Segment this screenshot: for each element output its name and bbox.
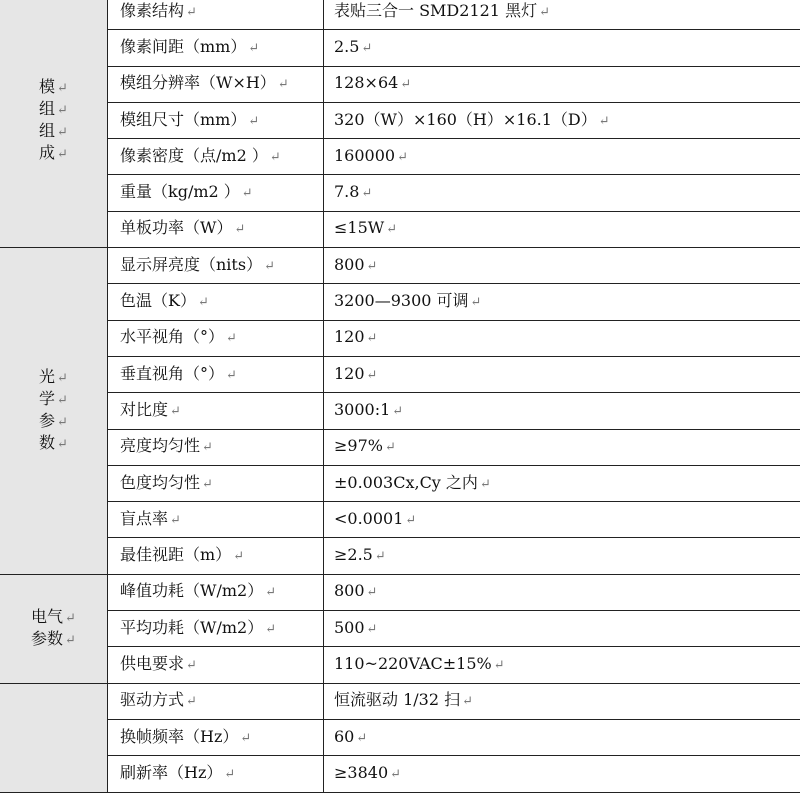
spec-label-cell bbox=[108, 211, 324, 247]
spec-value: 120 bbox=[334, 327, 365, 347]
spec-value-cell bbox=[324, 719, 800, 755]
spec-label: 色度均匀性 bbox=[120, 472, 201, 492]
group-label-text: 光 bbox=[39, 366, 56, 386]
table-row bbox=[0, 30, 800, 66]
table-row bbox=[0, 211, 800, 247]
paragraph-mark-icon: ↵ bbox=[386, 222, 398, 238]
paragraph-mark-icon: ↵ bbox=[186, 657, 197, 673]
spec-value: 恒流驱动 1/32 扫 bbox=[334, 690, 461, 710]
table-row bbox=[0, 175, 800, 211]
spec-label-cell bbox=[108, 719, 324, 755]
spec-label-cell bbox=[108, 393, 324, 429]
group-label-cell bbox=[0, 248, 108, 575]
spec-label: 供电要求 bbox=[120, 653, 185, 673]
group-label-line bbox=[0, 629, 107, 651]
spec-label: 像素结构 bbox=[120, 0, 185, 20]
group-label-cell bbox=[0, 0, 108, 248]
paragraph-mark-icon: ↵ bbox=[539, 4, 550, 20]
paragraph-mark-icon: ↵ bbox=[598, 113, 610, 129]
spec-value: <0.0001 bbox=[334, 508, 404, 528]
table-row bbox=[0, 0, 800, 30]
spec-value: ≥3840 bbox=[334, 762, 389, 782]
spec-label-cell bbox=[108, 756, 324, 792]
paragraph-mark-icon: ↵ bbox=[361, 40, 373, 56]
paragraph-mark-icon: ↵ bbox=[397, 149, 408, 165]
group-label-text: 成 bbox=[39, 142, 56, 162]
spec-value-cell bbox=[324, 211, 800, 247]
spec-value: 800 bbox=[334, 254, 365, 274]
table-row bbox=[0, 683, 800, 719]
spec-value-cell bbox=[324, 0, 800, 30]
spec-value: 128×64 bbox=[334, 73, 399, 93]
paragraph-mark-icon: ↵ bbox=[265, 621, 277, 637]
paragraph-mark-icon: ↵ bbox=[366, 621, 378, 637]
spec-label-cell bbox=[108, 647, 324, 683]
paragraph-mark-icon: ↵ bbox=[470, 295, 482, 311]
group-label-text: 组 bbox=[39, 98, 56, 118]
table-row bbox=[0, 66, 800, 102]
paragraph-mark-icon: ↵ bbox=[57, 102, 68, 118]
spec-label: 水平视角（°） bbox=[120, 327, 225, 347]
spec-value: 320（W）×160（H）×16.1（D） bbox=[334, 109, 597, 129]
spec-value: ≤15W bbox=[334, 218, 385, 238]
paragraph-mark-icon: ↵ bbox=[65, 632, 76, 648]
spec-value: 800 bbox=[334, 581, 365, 601]
table-row bbox=[0, 719, 800, 755]
paragraph-mark-icon: ↵ bbox=[233, 549, 245, 565]
group-label-line bbox=[0, 99, 107, 121]
paragraph-mark-icon: ↵ bbox=[390, 766, 402, 782]
spec-value-cell bbox=[324, 429, 800, 465]
spec-value: ≥97% bbox=[334, 436, 383, 456]
spec-label: 盲点率 bbox=[120, 508, 169, 528]
spec-label: 对比度 bbox=[120, 399, 169, 419]
spec-value: ≥2.5 bbox=[334, 545, 373, 565]
paragraph-mark-icon: ↵ bbox=[366, 367, 378, 383]
paragraph-mark-icon: ↵ bbox=[264, 258, 275, 274]
paragraph-mark-icon: ↵ bbox=[226, 331, 237, 347]
spec-value-cell bbox=[324, 284, 800, 320]
paragraph-mark-icon: ↵ bbox=[366, 331, 378, 347]
paragraph-mark-icon: ↵ bbox=[356, 730, 368, 746]
spec-label: 模组分辨率（W×H） bbox=[120, 73, 276, 93]
group-label-text: 电气 bbox=[31, 606, 64, 626]
group-label-text: 参数 bbox=[31, 628, 64, 648]
spec-value: 2.5 bbox=[334, 36, 360, 56]
spec-value-cell bbox=[324, 647, 800, 683]
paragraph-mark-icon: ↵ bbox=[361, 186, 373, 202]
paragraph-mark-icon: ↵ bbox=[57, 370, 68, 386]
paragraph-mark-icon: ↵ bbox=[248, 40, 260, 56]
spec-value: 110~220VAC±15% bbox=[334, 653, 492, 673]
spec-value: 120 bbox=[334, 363, 365, 383]
spec-label-cell bbox=[108, 429, 324, 465]
spec-label: 像素密度（点/m2 ） bbox=[120, 145, 268, 165]
spec-label-cell bbox=[108, 320, 324, 356]
table-row bbox=[0, 320, 800, 356]
paragraph-mark-icon: ↵ bbox=[202, 476, 213, 492]
table-row bbox=[0, 393, 800, 429]
spec-value: 500 bbox=[334, 617, 365, 637]
table-row bbox=[0, 102, 800, 138]
spec-label: 平均功耗（W/m2） bbox=[120, 617, 264, 637]
spec-label-cell bbox=[108, 574, 324, 610]
group-label-line bbox=[0, 77, 107, 99]
spec-label-cell bbox=[108, 538, 324, 574]
paragraph-mark-icon: ↵ bbox=[57, 146, 68, 162]
group-label-line bbox=[0, 433, 107, 455]
spec-value: 7.8 bbox=[334, 182, 360, 202]
paragraph-mark-icon: ↵ bbox=[248, 113, 260, 129]
spec-label-cell bbox=[108, 66, 324, 102]
group-label-text: 数 bbox=[39, 432, 56, 452]
spec-value-cell bbox=[324, 248, 800, 284]
spec-label-cell bbox=[108, 465, 324, 501]
spec-value-cell bbox=[324, 756, 800, 792]
spec-value: 160000 bbox=[334, 145, 396, 165]
spec-value-cell bbox=[324, 139, 800, 175]
spec-label-cell bbox=[108, 139, 324, 175]
group-label-line bbox=[0, 411, 107, 433]
paragraph-mark-icon: ↵ bbox=[269, 149, 281, 165]
paragraph-mark-icon: ↵ bbox=[366, 258, 378, 274]
spec-value: 3200—9300 可调 bbox=[334, 291, 469, 311]
table-row bbox=[0, 356, 800, 392]
paragraph-mark-icon: ↵ bbox=[374, 549, 386, 565]
paragraph-mark-icon: ↵ bbox=[57, 392, 68, 408]
spec-value: 3000:1 bbox=[334, 399, 391, 419]
paragraph-mark-icon: ↵ bbox=[170, 403, 181, 419]
table-row bbox=[0, 284, 800, 320]
spec-label-cell bbox=[108, 102, 324, 138]
paragraph-mark-icon: ↵ bbox=[400, 77, 412, 93]
paragraph-mark-icon: ↵ bbox=[493, 657, 505, 673]
table-row bbox=[0, 538, 800, 574]
group-label-text: 参 bbox=[39, 410, 56, 430]
paragraph-mark-icon: ↵ bbox=[241, 186, 253, 202]
table-row bbox=[0, 756, 800, 792]
table-row bbox=[0, 574, 800, 610]
spec-value: 表贴三合一 SMD2121 黑灯 bbox=[334, 0, 538, 20]
spec-label: 亮度均匀性 bbox=[120, 436, 201, 456]
spec-label: 刷新率（Hz） bbox=[120, 762, 223, 782]
spec-label: 驱动方式 bbox=[120, 690, 185, 710]
table-row bbox=[0, 502, 800, 538]
group-label-line bbox=[0, 121, 107, 143]
spec-label-cell bbox=[108, 683, 324, 719]
paragraph-mark-icon: ↵ bbox=[186, 4, 197, 20]
paragraph-mark-icon: ↵ bbox=[265, 585, 277, 601]
table-row bbox=[0, 465, 800, 501]
paragraph-mark-icon: ↵ bbox=[405, 512, 417, 528]
spec-value-cell bbox=[324, 465, 800, 501]
group-label-line bbox=[0, 389, 107, 411]
spec-value-cell bbox=[324, 356, 800, 392]
group-label-line bbox=[0, 607, 107, 629]
spec-value: 60 bbox=[334, 726, 355, 746]
spec-value-cell bbox=[324, 574, 800, 610]
paragraph-mark-icon: ↵ bbox=[186, 694, 197, 710]
group-label-line bbox=[0, 367, 107, 389]
spec-value: ±0.003Cx,Cy 之内 bbox=[334, 472, 478, 492]
spec-label-cell bbox=[108, 175, 324, 211]
spec-value-cell bbox=[324, 683, 800, 719]
paragraph-mark-icon: ↵ bbox=[479, 476, 491, 492]
spec-label-cell bbox=[108, 30, 324, 66]
paragraph-mark-icon: ↵ bbox=[65, 610, 76, 626]
table-row bbox=[0, 139, 800, 175]
paragraph-mark-icon: ↵ bbox=[170, 512, 181, 528]
spec-label: 垂直视角（°） bbox=[120, 363, 225, 383]
group-label-text: 模 bbox=[39, 76, 56, 96]
spec-label-cell bbox=[108, 0, 324, 30]
spec-value-cell bbox=[324, 611, 800, 647]
spec-label: 模组尺寸（mm） bbox=[120, 109, 247, 129]
group-label-cell bbox=[0, 574, 108, 683]
paragraph-mark-icon: ↵ bbox=[57, 124, 68, 140]
paragraph-mark-icon: ↵ bbox=[57, 414, 68, 430]
spec-value-cell bbox=[324, 66, 800, 102]
paragraph-mark-icon: ↵ bbox=[224, 766, 236, 782]
spec-label: 显示屏亮度（nits） bbox=[120, 254, 263, 274]
group-label-text: 学 bbox=[39, 388, 56, 408]
spec-label-cell bbox=[108, 356, 324, 392]
spec-value-cell bbox=[324, 393, 800, 429]
group-label-text: 组 bbox=[39, 120, 56, 140]
paragraph-mark-icon: ↵ bbox=[384, 440, 396, 456]
spec-value-cell bbox=[324, 320, 800, 356]
spec-label: 像素间距（mm） bbox=[120, 36, 247, 56]
spec-label: 峰值功耗（W/m2） bbox=[120, 581, 264, 601]
table-row bbox=[0, 647, 800, 683]
paragraph-mark-icon: ↵ bbox=[226, 367, 237, 383]
group-label-cell bbox=[0, 683, 108, 792]
spec-value-cell bbox=[324, 538, 800, 574]
spec-label: 重量（kg/m2 ） bbox=[120, 182, 240, 202]
paragraph-mark-icon: ↵ bbox=[57, 80, 68, 96]
spec-value-cell bbox=[324, 30, 800, 66]
spec-label-cell bbox=[108, 611, 324, 647]
paragraph-mark-icon: ↵ bbox=[197, 295, 209, 311]
paragraph-mark-icon: ↵ bbox=[234, 222, 246, 238]
spec-label: 最佳视距（m） bbox=[120, 545, 232, 565]
paragraph-mark-icon: ↵ bbox=[240, 730, 252, 746]
spec-value-cell bbox=[324, 175, 800, 211]
paragraph-mark-icon: ↵ bbox=[277, 77, 289, 93]
paragraph-mark-icon: ↵ bbox=[57, 436, 68, 452]
paragraph-mark-icon: ↵ bbox=[366, 585, 378, 601]
table-row bbox=[0, 429, 800, 465]
spec-label-cell bbox=[108, 284, 324, 320]
table-row bbox=[0, 248, 800, 284]
table-row bbox=[0, 611, 800, 647]
spec-label: 单板功率（W） bbox=[120, 218, 233, 238]
paragraph-mark-icon: ↵ bbox=[392, 403, 404, 419]
spec-value-cell bbox=[324, 102, 800, 138]
paragraph-mark-icon: ↵ bbox=[202, 440, 213, 456]
spec-label-cell bbox=[108, 248, 324, 284]
spec-value-cell bbox=[324, 502, 800, 538]
spec-label-cell bbox=[108, 502, 324, 538]
group-label-line bbox=[0, 143, 107, 165]
spec-label: 色温（K） bbox=[120, 291, 196, 311]
paragraph-mark-icon: ↵ bbox=[462, 694, 474, 710]
spec-label: 换帧频率（Hz） bbox=[120, 726, 239, 746]
